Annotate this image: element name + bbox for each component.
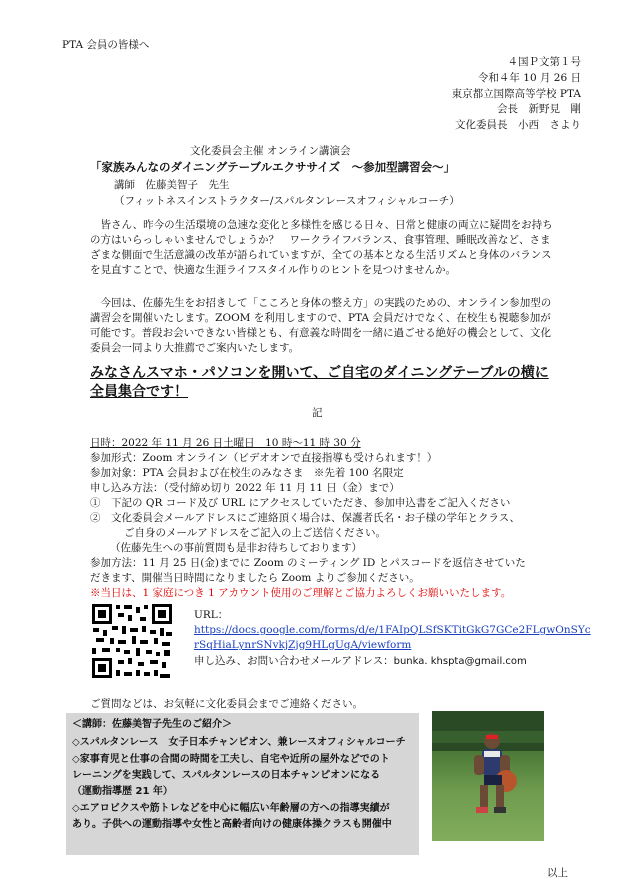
contact-note: ご質問などは、お気軽に文化委員会までご連絡ください。 — [90, 698, 363, 710]
contact-email[interactable]: bunka. khspta@gmail.com — [393, 656, 527, 667]
profile-heading: ＜講師：佐藤美智子先生のご紹介＞ — [72, 719, 232, 730]
profile-line-2: ◇家事育児と仕事の合間の時間を工夫し、自宅や近所の屋外などでのト — [72, 754, 390, 765]
application-step-1: ① 下記の QR コード及び URL にアクセスしていただき、参加申込書をご記入ください — [90, 497, 511, 509]
intro-paragraph-2: 今回は、佐藤先生をお招きして「こころと身体の整え方」の実践のための、オンライン参加型の講習会を開催いたします。ZOOM を利用しますので、PTA 会員だけでなく、在校生も視聴参加が可能です。普段お会いできない皆様とも、有意義な時間を一緒に過ごせる絶好の機会として、文化委員会一同より大推薦でご案内いたします。 — [90, 297, 552, 354]
salutation: PTA 会員の皆様へ — [62, 39, 150, 51]
application-step-2-cont: ご自身のメールアドレスをご記入の上ご送信ください。 — [124, 527, 386, 539]
lecturer-role: （フィットネスインストラクター/スパルタンレースオフィシャルコーチ） — [114, 195, 460, 207]
lecturer-photo — [432, 711, 544, 841]
participation-method: 参加形式：Zoom オンライン（ビデオオンで直接指導も受けられます！） — [90, 452, 438, 464]
closing-mark: 以上 — [547, 867, 568, 879]
profile-line-3: レーニングを実践して、スパルタンレースの日本チャンピオンになる — [72, 770, 381, 781]
url-label: URL： — [194, 609, 229, 621]
form-url-link[interactable]: https://docs.google.com/forms/d/e/1FAIpQLSfSKTitGkG7GCe2FLgwOnSYc — [194, 624, 591, 636]
intro-paragraph-1: 皆さん、昨今の生活環境の急速な変化と多様性を感じる日々、日常と健康の両立に疑問をお持ちの方はいらっしゃいませんでしょうか？ ワークライフバランス、食事管理、睡眠改善など、さまざまな側面で生活意識の改革が語られていますが、全ての基本となる生活リズムと身体のバランスを見直すことで、快適な生涯ライフスタイル作りのヒントを見つけませんか。 — [90, 219, 553, 276]
profile-line-1: ◇スパルタンレース 女子日本チャンピオン、兼レースオフィシャルコーチ — [72, 737, 406, 748]
lecturer-profile-box — [66, 713, 419, 855]
ki-mark: 記 — [312, 407, 323, 419]
organizer: 文化委員会主催 オンライン講演会 — [190, 145, 351, 157]
qr-code-icon[interactable] — [90, 602, 174, 680]
headline: みなさんスマホ・パソコンを開いて、ご自宅のダイニングテーブルの横に全員集合です！ — [90, 365, 549, 400]
form-url-link-cont[interactable]: rSqHiaLynrSNvkjZjg9HLgUgA/viewform — [194, 639, 412, 651]
pre-questions-note: （佐藤先生への事前質問も是非お待ちしております） — [110, 542, 362, 554]
issue-date: 令和４年 10 月 26 日 — [477, 72, 581, 84]
school-name: 東京都立国際高等学校 PTA — [451, 88, 581, 100]
participation-target: 参加対象：PTA 会員および在校生のみなさま ※先着 100 名限定 — [90, 467, 404, 479]
committee-chair-name: 文化委員長 小西 さより — [455, 119, 581, 131]
chair-name: 会長 新野見 剛 — [497, 103, 581, 115]
contact-email-label: 申し込み、お問い合わせメールアドレス： — [194, 655, 394, 667]
event-datetime: 日時：2022 年 11 月 26 日土曜日 10 時～11 時 30 分 — [90, 437, 361, 449]
contact-email-row — [194, 654, 527, 669]
application-step-2: ② 文化委員会メールアドレスにご連絡頂く場合は、保護者氏名・お子様の学年とクラス、 — [90, 512, 520, 524]
event-title: 「家族みんなのダイニングテーブルエクササイズ ～参加型講習会～」 — [90, 160, 456, 174]
doc-number: ４国Ｐ文第１号 — [507, 56, 581, 68]
profile-line-5: ◇エアロビクスや筋トレなどを中心に幅広い年齢層の方への指導実績が — [72, 803, 390, 814]
join-method: 参加方法：11 月 25 日(金)までに Zoom のミーティング ID とパスコードを返信させていた — [90, 557, 526, 569]
lecturer-name: 講師 佐藤美智子 先生 — [114, 179, 230, 191]
profile-line-6: あり。子供への運動指導や女性と高齢者向けの健康体操クラスも開催中 — [72, 819, 392, 830]
join-method-cont: だきます、開催当日時間になりましたら Zoom よりご参加ください。 — [90, 572, 420, 584]
profile-line-4: （運動指導歴 21 年） — [72, 786, 173, 797]
application-method: 申し込み方法：（受付締め切り 2022 年 11 月 11 日（金）まで） — [90, 482, 400, 494]
one-account-note: ※当日は、1 家庭につき 1 アカウント使用のご理解とご協力よろしくお願いいたします。 — [90, 587, 512, 599]
